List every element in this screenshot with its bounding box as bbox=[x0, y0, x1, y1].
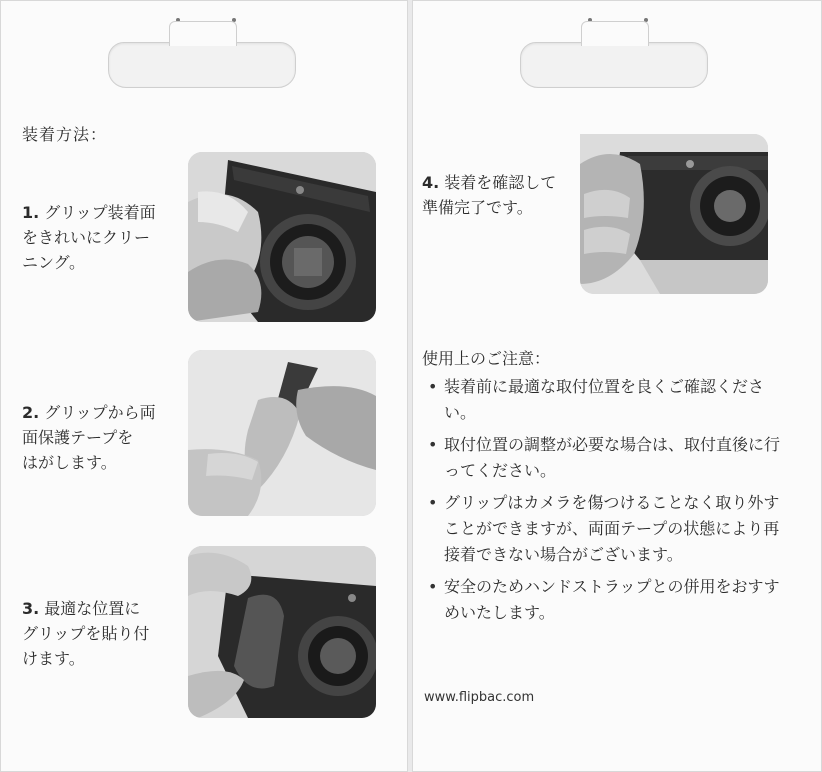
step-3-photo bbox=[188, 546, 376, 718]
hang-tab-slot bbox=[108, 42, 296, 88]
step-2-number: 2. bbox=[22, 403, 40, 422]
step-3-text bbox=[22, 596, 149, 671]
installation-heading: 装着方法： bbox=[22, 125, 108, 144]
step-4-photo bbox=[580, 134, 768, 294]
step-1-photo bbox=[188, 152, 376, 322]
step-4-text bbox=[422, 170, 556, 220]
instruction-card-right bbox=[412, 0, 822, 772]
website-link[interactable]: www.flipbac.com bbox=[424, 690, 535, 705]
step-1-description: グリップ装着面 をきれいにクリー ニング。 bbox=[22, 203, 156, 272]
caution-list bbox=[422, 374, 782, 632]
step-2-photo bbox=[188, 350, 376, 516]
step-2-text bbox=[22, 400, 156, 475]
caution-item: • 取付位置の調整が必要な場合は、取付直後に行ってください。 bbox=[422, 432, 782, 484]
caution-item: • 安全のためハンドストラップとの併用をおすすめいたします。 bbox=[422, 574, 782, 626]
step-1-text bbox=[22, 200, 156, 275]
caution-heading: 使用上のご注意： bbox=[422, 349, 551, 368]
step-3-description: 最適な位置に グリップを貼り付 けます。 bbox=[22, 599, 150, 668]
caution-item: • グリップはカメラを傷つけることなく取り外すことができますが、両面テープの状態により再接着できない場合がございます。 bbox=[422, 490, 782, 568]
step-1-number: 1. bbox=[22, 203, 40, 222]
step-4-number: 4. bbox=[422, 173, 440, 192]
instruction-card-left bbox=[0, 0, 408, 772]
hang-tab-slot bbox=[520, 42, 708, 88]
step-3-number: 3. bbox=[22, 599, 40, 618]
step-4-description: 装着を確認して 準備完了です。 bbox=[422, 173, 557, 217]
step-2-description: グリップから両 面保護テープを はがします。 bbox=[22, 403, 156, 472]
caution-item: • 装着前に最適な取付位置を良くご確認ください。 bbox=[422, 374, 782, 426]
